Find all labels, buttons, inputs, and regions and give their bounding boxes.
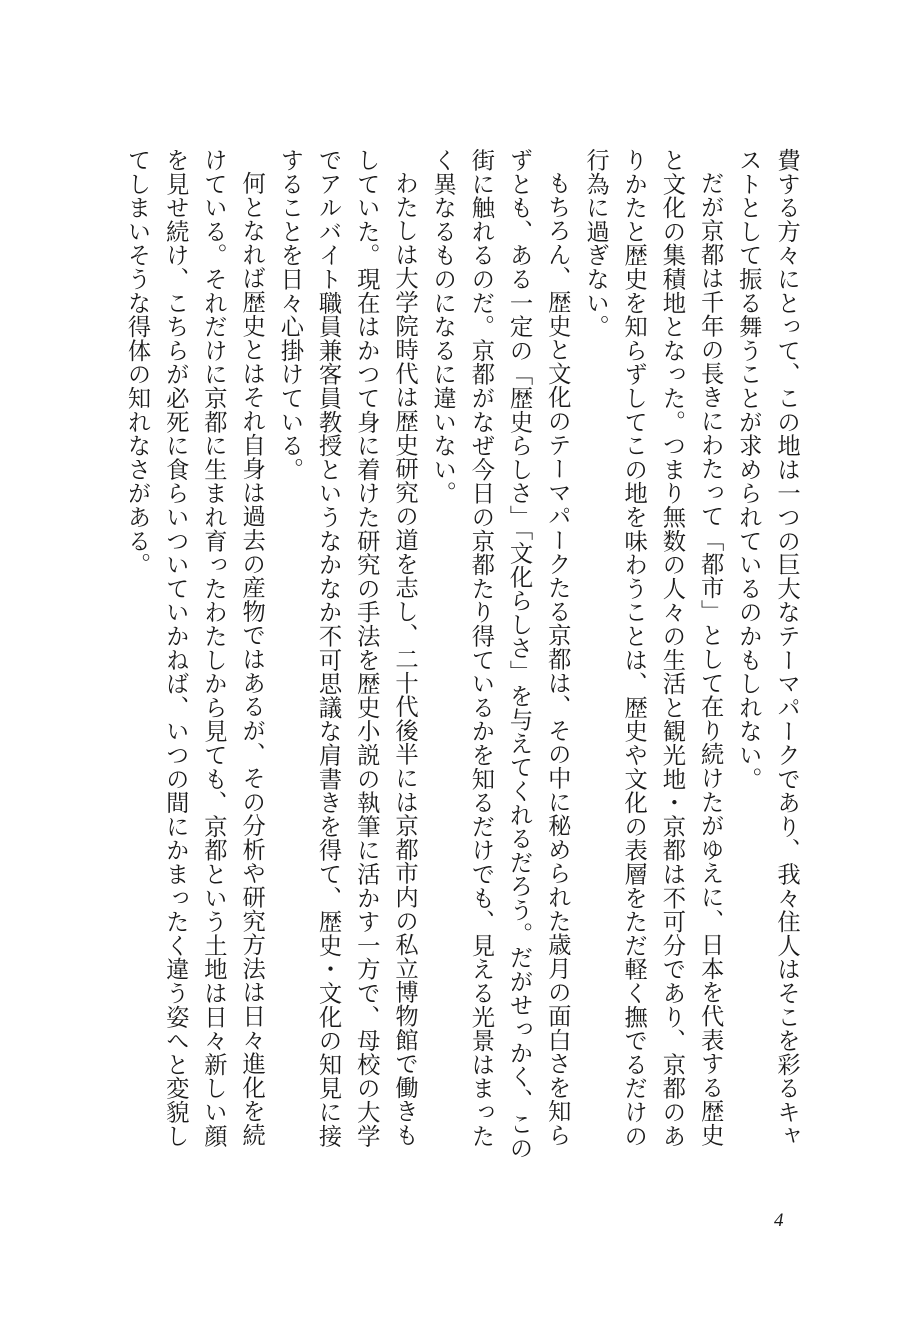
page-number: 4: [774, 1210, 784, 1231]
paragraph-3: もちろん、歴史と文化のテーマパークたる京都は、その中に秘められた歳月の面白さを知らずとも、ある一定の「歴史らしさ」「文化らしさ」を与えてくれるだろう。だがせっかく、この街に触れるのだ。京都がなぜ今日の京都たり得ているかを知るだけでも、見える光景はまったく異なるものになるに違いない。: [429, 148, 571, 1160]
vertical-text-body: [105, 148, 805, 1168]
paragraph-4: わたしは大学院時代は歴史研究の道を志し、二十代後半には京都市内の私立博物館で働きもしていた。現在はかつて身に着けた研究の手法を歴史小説の執筆に活かす一方で、母校の大学でアルバイト職員兼客員教授というなかなか不可思議な肩書きを得て、歴史・文化の知見に接することを日々心掛けている。: [276, 148, 418, 1148]
paragraph-2: だが京都は千年の長きにわたって「都市」として在り続けたがゆえに、日本を代表する歴史と文化の集積地となった。つまり無数の人々の生活と観光地・京都は不可分であり、京都のありかたと歴史を知らずしてこの地を味わうことは、歴史や文化の表層をただ軽く撫でるだけの行為に過ぎない。: [581, 148, 724, 1148]
paragraph-1: 費する方々にとって、この地は一つの巨大なテーマパークであり、我々住人はそこを彩るキャストとして振る舞うことが求められているのかもしれない。: [734, 148, 800, 1148]
paragraph-5: 何となれば歴史とはそれ自身は過去の産物ではあるが、その分析や研究方法は日々進化を続けている。それだけに京都に生まれ育ったわたしから見ても、京都という土地は日々新しい顔を見せ続け、こちらが必死に食らいついていかねば、いつの間にかまったく違う姿へと変貌してしまいそうな得体の知れなさがある。: [123, 148, 266, 1148]
